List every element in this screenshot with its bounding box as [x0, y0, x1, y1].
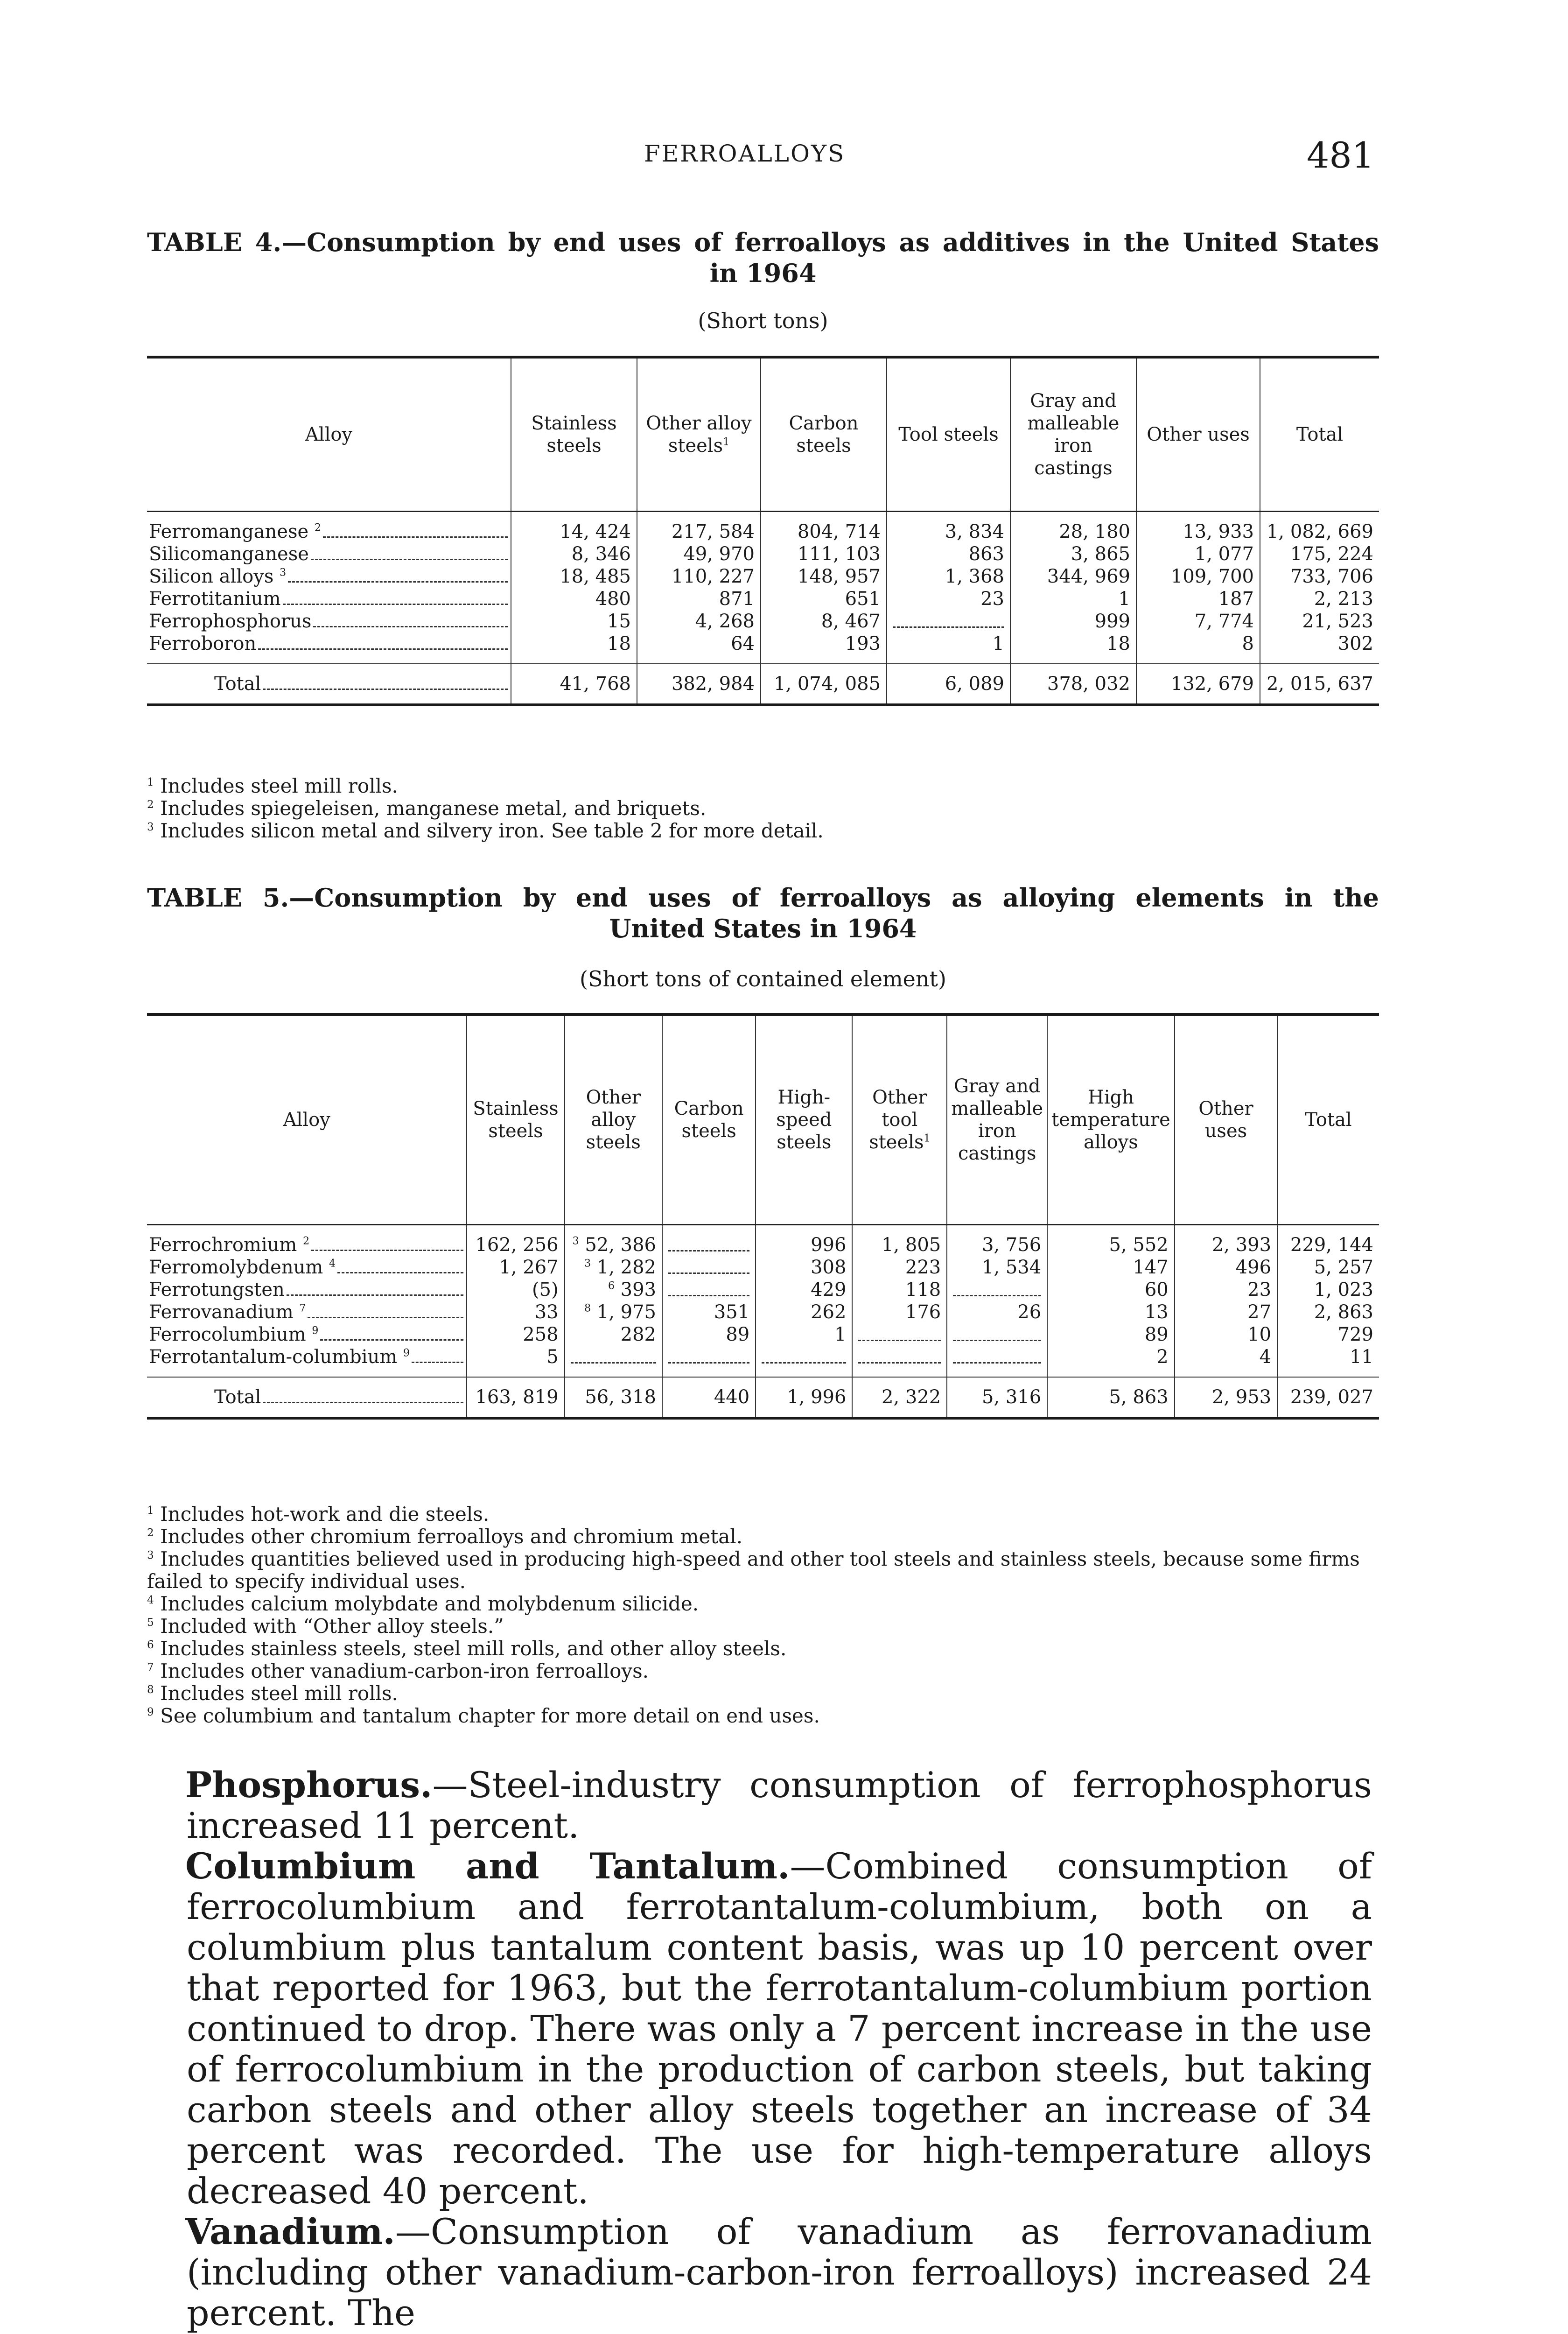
total-label: Total	[147, 1377, 467, 1418]
table-cell	[852, 1323, 947, 1346]
total-cell: 239, 027	[1277, 1377, 1379, 1418]
table4-footnotes	[147, 775, 1379, 842]
footnote-marker: 3	[584, 1258, 591, 1270]
table-cell	[662, 1346, 756, 1377]
footnote-marker: 9	[403, 1347, 410, 1359]
table-cell: 1, 368	[887, 565, 1010, 588]
table4	[147, 356, 1379, 706]
table-cell: $^8$ 1, 975	[565, 1301, 662, 1323]
row-label	[147, 1346, 467, 1377]
table-cell: 3, 834	[887, 511, 1010, 543]
footnote: $^2$ Includes spiegeleisen, manganese metal, and briquets.	[147, 797, 707, 820]
table-cell	[947, 1346, 1047, 1377]
table-cell: 999	[1010, 610, 1136, 633]
table5	[147, 1013, 1379, 1420]
table-cell: 1, 023	[1277, 1279, 1379, 1301]
table-cell: 175, 224	[1260, 543, 1379, 565]
footnote-marker: 3	[572, 1235, 579, 1247]
table4-header-gray-iron: Gray and malleable iron castings	[1010, 357, 1136, 511]
paragraph-text: —Combined consumption of ferrocolumbium and ferrotantalum-columbium, both on a columbium plus tantalum content basis, was up 10 percent over that reported for 1963, but the ferrotantalum-columbium portion continued to drop. There was only a 7 percent increase in the use of ferrocolumbium in the production of carbon steels, but taking carbon steels and other alloy steels together an increase of 34 percent was recorded. The use for high-temperature alloys decreased 40 percent.	[187, 1845, 1372, 2212]
table5-header-high-speed: High-speed steels	[756, 1014, 852, 1224]
table-cell: 3, 865	[1010, 543, 1136, 565]
table-cell: 282	[565, 1323, 662, 1346]
table-cell: 89	[662, 1323, 756, 1346]
footnote-marker: 2	[147, 799, 154, 811]
table-cell: 26	[947, 1301, 1047, 1323]
total-cell: 1, 996	[756, 1377, 852, 1418]
table-cell: 10	[1175, 1323, 1277, 1346]
table-cell: 162, 256	[467, 1224, 564, 1256]
footnote: $^1$ Includes steel mill rolls.	[147, 774, 398, 797]
alloy-name: Ferrocolumbium $^9$	[149, 1323, 319, 1345]
row-label	[147, 610, 511, 633]
table-row	[147, 1301, 1379, 1323]
alloy-name: Ferrotungsten	[149, 1279, 285, 1301]
table-cell: (5)	[467, 1279, 564, 1301]
table-cell: 5, 552	[1047, 1224, 1175, 1256]
footnote-marker: 3	[147, 821, 154, 833]
table-cell: 651	[761, 588, 887, 610]
total-cell: 378, 032	[1010, 664, 1136, 705]
table4-header-tool: Tool steels	[887, 357, 1010, 511]
table5-caption-cont: United States in 1964	[609, 914, 917, 943]
table-cell: 110, 227	[637, 565, 761, 588]
table-cell: 64	[637, 633, 761, 664]
table-cell: 217, 584	[637, 511, 761, 543]
empty-dash	[762, 1350, 846, 1364]
footnote: $^8$ Includes steel mill rolls.	[147, 1682, 398, 1705]
total-cell: 2, 015, 637	[1260, 664, 1379, 705]
footnote-marker: 2	[147, 1527, 154, 1539]
table-cell: 1, 805	[852, 1224, 947, 1256]
table-cell: 351	[662, 1301, 756, 1323]
table-cell: 2, 213	[1260, 588, 1379, 610]
alloy-name: Silicomanganese	[149, 543, 309, 565]
table-cell: 109, 700	[1136, 565, 1260, 588]
total-cell: 1, 074, 085	[761, 664, 887, 705]
footnote-marker: 8	[147, 1684, 154, 1696]
footnote-marker: 2	[303, 1235, 310, 1247]
footnote-marker: 1	[147, 776, 154, 788]
footnote-marker: 3	[280, 567, 287, 579]
table-cell: 3, 756	[947, 1224, 1047, 1256]
table-cell: 23	[887, 588, 1010, 610]
table-cell: 5, 257	[1277, 1256, 1379, 1279]
footnote-marker: 3	[147, 1549, 154, 1561]
table-cell: 2, 863	[1277, 1301, 1379, 1323]
table4-body	[147, 511, 1379, 705]
table-cell	[887, 610, 1010, 633]
table-cell: 1	[1010, 588, 1136, 610]
table-row	[147, 543, 1379, 565]
total-cell: 163, 819	[467, 1377, 564, 1418]
table-cell: 187	[1136, 588, 1260, 610]
footnote: $^3$ Includes quantities believed used in producing high-speed and other tool steels and stainless steels, because some firms failed to specify individual uses.	[147, 1547, 1360, 1593]
table-cell: 729	[1277, 1323, 1379, 1346]
footnote-marker: 4	[147, 1594, 154, 1606]
table5-header-other-uses: Other uses	[1175, 1014, 1277, 1224]
total-cell: 5, 863	[1047, 1377, 1175, 1418]
empty-dash	[571, 1350, 656, 1364]
table-cell: 480	[511, 588, 637, 610]
table-cell: 4, 268	[637, 610, 761, 633]
footnote-marker: 5	[147, 1617, 154, 1629]
table-cell: 262	[756, 1301, 852, 1323]
table-row	[147, 1279, 1379, 1301]
body-paragraph	[187, 1765, 1372, 1846]
table-cell: 1, 082, 669	[1260, 511, 1379, 543]
alloy-name: Silicon alloys $^3$	[149, 565, 287, 587]
table-cell: 733, 706	[1260, 565, 1379, 588]
table-cell: 863	[887, 543, 1010, 565]
table4-header-other-uses: Other uses	[1136, 357, 1260, 511]
table-cell: 11	[1277, 1346, 1379, 1377]
alloy-name: Ferroboron	[149, 633, 257, 654]
table4-header-total: Total	[1260, 357, 1379, 511]
table-cell	[947, 1279, 1047, 1301]
table-cell: 496	[1175, 1256, 1277, 1279]
empty-dash	[953, 1350, 1041, 1364]
total-label: Total	[147, 664, 511, 705]
table-row	[147, 511, 1379, 543]
empty-dash	[953, 1283, 1041, 1296]
table-cell: 871	[637, 588, 761, 610]
paragraph-heading: Vanadium.	[185, 2211, 395, 2252]
table-cell: $^6$ 393	[565, 1279, 662, 1301]
table-cell: 13, 933	[1136, 511, 1260, 543]
table-row	[147, 1256, 1379, 1279]
table-cell: 429	[756, 1279, 852, 1301]
table5-units: (Short tons of contained element)	[580, 966, 946, 991]
table-cell: 2	[1047, 1346, 1175, 1377]
table-cell: 111, 103	[761, 543, 887, 565]
table4-header-stainless: Stainless steels	[511, 357, 637, 511]
table-row	[147, 633, 1379, 664]
table5-header-other-tool: Other tool steels$^1$	[852, 1014, 947, 1224]
table-cell	[662, 1224, 756, 1256]
row-label	[147, 1256, 467, 1279]
table-cell: 223	[852, 1256, 947, 1279]
table5-header-carbon: Carbon steels	[662, 1014, 756, 1224]
row-label	[147, 511, 511, 543]
paragraph-text: —Steel-industry consumption of ferrophosphorus increased 11 percent.	[187, 1764, 1372, 1846]
table-cell: 2, 393	[1175, 1224, 1277, 1256]
table-cell: 49, 970	[637, 543, 761, 565]
table-cell: 996	[756, 1224, 852, 1256]
footnote: $^6$ Includes stainless steels, steel mill rolls, and other alloy steels.	[147, 1637, 787, 1660]
table-cell: 118	[852, 1279, 947, 1301]
table-cell: 18, 485	[511, 565, 637, 588]
empty-dash	[953, 1328, 1041, 1341]
footnote-marker: 4	[329, 1258, 336, 1270]
table-cell: 21, 523	[1260, 610, 1379, 633]
table-row	[147, 1346, 1379, 1377]
table-cell	[852, 1346, 947, 1377]
table5-header-high-temp: High temperature alloys	[1047, 1014, 1175, 1224]
table-row	[147, 565, 1379, 588]
body-paragraph	[187, 1846, 1372, 2211]
table-cell: 344, 969	[1010, 565, 1136, 588]
alloy-name: Ferrotitanium	[149, 588, 281, 610]
row-label	[147, 588, 511, 610]
running-title: FERROALLOYS	[644, 140, 846, 167]
table4-header-carbon: Carbon steels	[761, 357, 887, 511]
table-cell: 804, 714	[761, 511, 887, 543]
table4-units: (Short tons)	[698, 308, 828, 333]
paragraph-heading: Columbium and Tantalum.	[185, 1845, 790, 1887]
footnote-marker: 7	[147, 1661, 154, 1673]
table-cell: 33	[467, 1301, 564, 1323]
empty-dash	[858, 1350, 941, 1364]
table-cell: 15	[511, 610, 637, 633]
table-row	[147, 1323, 1379, 1346]
page-number: 481	[1307, 134, 1375, 176]
table5-body	[147, 1224, 1379, 1418]
table-cell: 258	[467, 1323, 564, 1346]
footnote: $^7$ Includes other vanadium-carbon-iron ferroalloys.	[147, 1659, 649, 1682]
table-cell	[565, 1346, 662, 1377]
table-cell	[662, 1256, 756, 1279]
body-paragraph	[187, 2211, 1372, 2333]
total-row	[147, 664, 1379, 705]
table-cell: 18	[1010, 633, 1136, 664]
table-cell: $^3$ 1, 282	[565, 1256, 662, 1279]
footnote-marker: 9	[312, 1325, 319, 1337]
table-cell: 23	[1175, 1279, 1277, 1301]
alloy-name: Ferrochromium $^2$	[149, 1234, 310, 1256]
table-cell: 229, 144	[1277, 1224, 1379, 1256]
total-cell: 41, 768	[511, 664, 637, 705]
table5-header-total: Total	[1277, 1014, 1379, 1224]
empty-dash	[668, 1238, 749, 1251]
table-cell: 308	[756, 1256, 852, 1279]
body-text	[187, 1765, 1372, 2333]
table-cell: 1, 267	[467, 1256, 564, 1279]
empty-dash	[668, 1350, 749, 1364]
total-cell: 132, 679	[1136, 664, 1260, 705]
table-cell: 60	[1047, 1279, 1175, 1301]
footnote: $^4$ Includes calcium molybdate and molybdenum silicide.	[147, 1592, 699, 1615]
table-cell: 193	[761, 633, 887, 664]
alloy-name: Ferromolybdenum $^4$	[149, 1256, 336, 1278]
table5-caption: TABLE 5.—Consumption by end uses of ferroalloys as alloying elements in the	[147, 883, 1379, 913]
table-cell	[756, 1346, 852, 1377]
table-cell: 8, 346	[511, 543, 637, 565]
row-label	[147, 1279, 467, 1301]
table-row	[147, 610, 1379, 633]
empty-dash	[668, 1283, 749, 1296]
alloy-name: Ferrotantalum-columbium $^9$	[149, 1346, 410, 1368]
table-cell: 28, 180	[1010, 511, 1136, 543]
alloy-name: Ferromanganese $^2$	[149, 520, 321, 542]
table5-header-gray-iron: Gray and malleable iron castings	[947, 1014, 1047, 1224]
footnote-marker: 2	[314, 522, 321, 534]
footnote-marker: 6	[608, 1280, 615, 1292]
table-cell: 148, 957	[761, 565, 887, 588]
footnote-marker: 9	[147, 1706, 154, 1718]
row-label	[147, 633, 511, 664]
footnote: $^3$ Includes silicon metal and silvery iron. See table 2 for more detail.	[147, 819, 824, 842]
table-cell: 1	[887, 633, 1010, 664]
table-cell	[947, 1323, 1047, 1346]
table-cell: 7, 774	[1136, 610, 1260, 633]
row-label	[147, 1323, 467, 1346]
total-cell: 382, 984	[637, 664, 761, 705]
row-label	[147, 543, 511, 565]
table-row	[147, 1224, 1379, 1256]
table-cell: 89	[1047, 1323, 1175, 1346]
table4-header-alloy: Alloy	[147, 357, 511, 511]
footnote-marker: 7	[299, 1302, 306, 1315]
footnote-marker: 8	[584, 1302, 591, 1315]
table-cell: 8, 467	[761, 610, 887, 633]
table5-header-alloy: Alloy	[147, 1014, 467, 1224]
table-cell: 8	[1136, 633, 1260, 664]
footnote: $^5$ Included with “Other alloy steels.”	[147, 1615, 504, 1638]
total-cell: 440	[662, 1377, 756, 1418]
row-label	[147, 1224, 467, 1256]
table-cell: 1, 534	[947, 1256, 1047, 1279]
table5-header-other-alloy: Other alloy steels	[565, 1014, 662, 1224]
table4-caption: TABLE 4.—Consumption by end uses of ferroalloys as additives in the United States	[147, 227, 1379, 257]
footnote: $^2$ Includes other chromium ferroalloys and chromium metal.	[147, 1525, 743, 1548]
row-label	[147, 565, 511, 588]
table-cell: 27	[1175, 1301, 1277, 1323]
empty-dash	[858, 1328, 941, 1341]
table5-footnotes	[147, 1503, 1379, 1727]
table4-header-other-alloy: Other alloy steels$^1$	[637, 357, 761, 511]
empty-dash	[893, 614, 1004, 628]
table-cell	[662, 1279, 756, 1301]
total-cell: 5, 316	[947, 1377, 1047, 1418]
total-cell: 2, 953	[1175, 1377, 1277, 1418]
alloy-name: Ferrovanadium $^7$	[149, 1301, 306, 1323]
footnote-marker: 6	[147, 1639, 154, 1651]
total-cell: 56, 318	[565, 1377, 662, 1418]
table-cell: 1, 077	[1136, 543, 1260, 565]
table-cell: 4	[1175, 1346, 1277, 1377]
table-cell: 147	[1047, 1256, 1175, 1279]
total-row	[147, 1377, 1379, 1418]
table4-caption-cont: in 1964	[709, 258, 817, 288]
table5-header-stainless: Stainless steels	[467, 1014, 564, 1224]
empty-dash	[668, 1260, 749, 1274]
paragraph-heading: Phosphorus.	[185, 1764, 433, 1806]
table-cell: 176	[852, 1301, 947, 1323]
row-label	[147, 1301, 467, 1323]
table-cell: $^3$ 52, 386	[565, 1224, 662, 1256]
total-cell: 6, 089	[887, 664, 1010, 705]
table-cell: 5	[467, 1346, 564, 1377]
table-cell: 14, 424	[511, 511, 637, 543]
table-cell: 302	[1260, 633, 1379, 664]
total-cell: 2, 322	[852, 1377, 947, 1418]
table-cell: 1	[756, 1323, 852, 1346]
table-cell: 18	[511, 633, 637, 664]
table-cell: 13	[1047, 1301, 1175, 1323]
paragraph-text: —Consumption of vanadium as ferrovanadium (including other vanadium-carbon-iron ferroalloys) increased 24 percent. The	[187, 2211, 1372, 2334]
footnote: $^1$ Includes hot-work and die steels.	[147, 1503, 490, 1526]
table-row	[147, 588, 1379, 610]
footnote: $^9$ See columbium and tantalum chapter for more detail on end uses.	[147, 1704, 820, 1727]
alloy-name: Ferrophosphorus	[149, 610, 312, 632]
footnote-marker: 1	[147, 1504, 154, 1517]
